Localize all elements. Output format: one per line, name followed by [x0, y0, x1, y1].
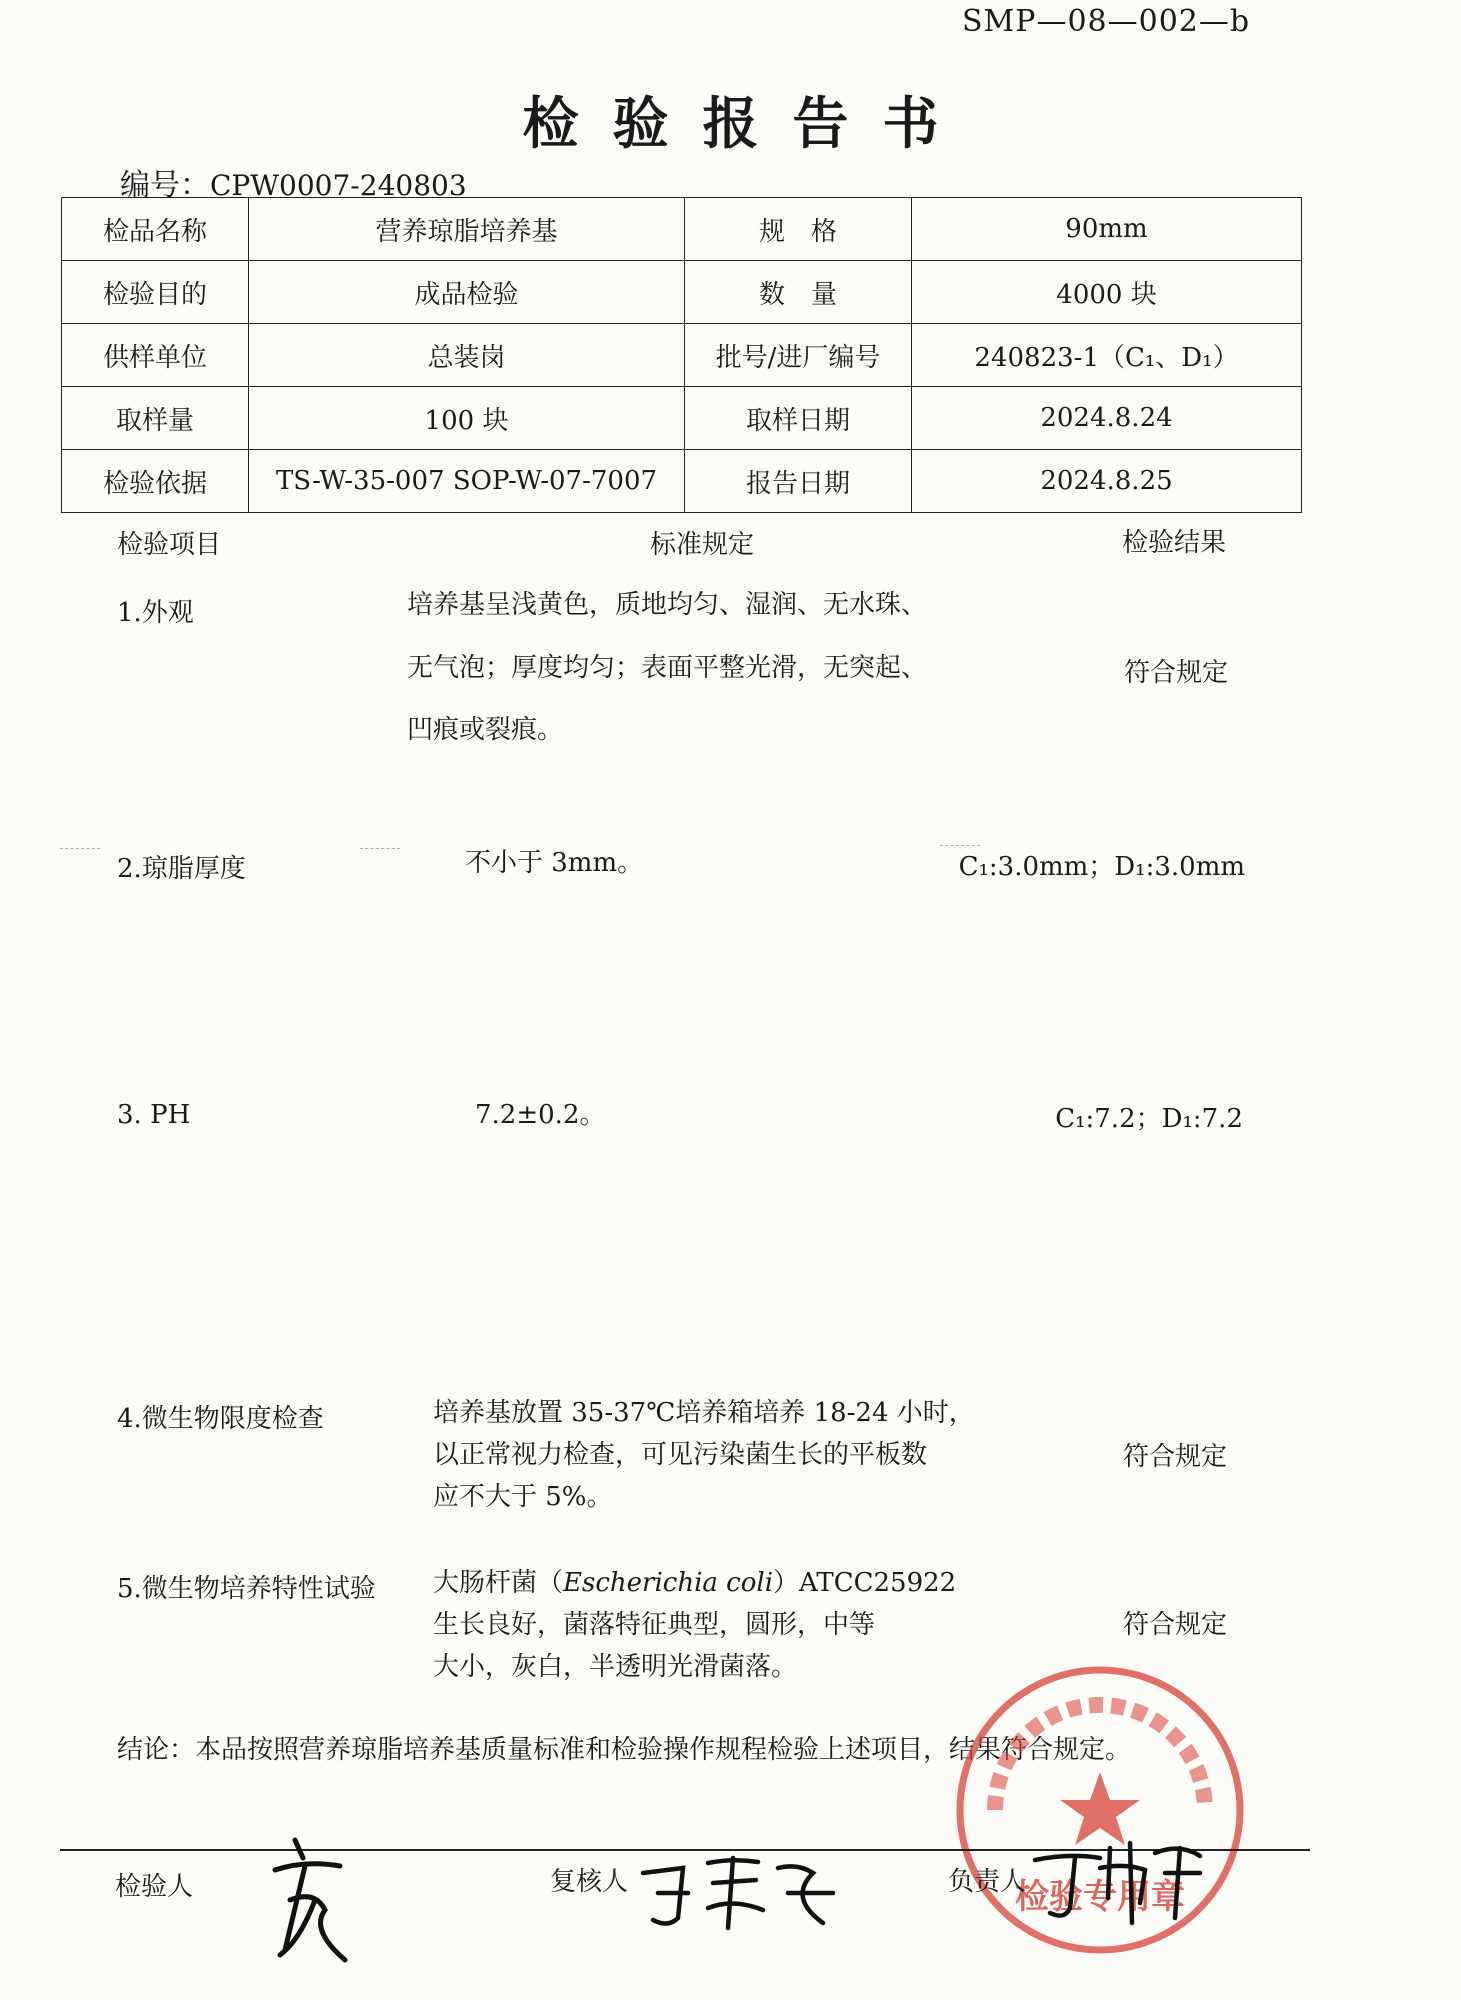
label-cell: 报告日期	[685, 450, 912, 513]
reviewer-label: 复核人	[550, 1867, 629, 1897]
standard-line: 培养基呈浅黄色，质地均匀、湿润、无水珠、	[407, 590, 928, 620]
table-row	[62, 387, 1302, 450]
label-cell: 供样单位	[62, 324, 249, 387]
label-cell: 检验目的	[62, 261, 249, 324]
info-table	[61, 197, 1302, 513]
divider	[60, 848, 100, 849]
value-cell: 2024.8.24	[912, 387, 1302, 450]
value-cell: 营养琼脂培养基	[249, 198, 685, 261]
value-cell: 240823-1（C₁、D₁）	[912, 324, 1302, 387]
item-standard: 7.2±0.2。	[475, 1100, 606, 1130]
organism-prefix: 大肠杆菌（	[433, 1568, 564, 1598]
table-row	[62, 261, 1302, 324]
item-result: 符合规定	[1122, 1442, 1227, 1472]
item-result: 符合规定	[1122, 1610, 1227, 1640]
document-code: SMP—08—002—b	[962, 4, 1251, 39]
responsible-label: 负责人	[948, 1867, 1027, 1897]
label-cell: 检品名称	[62, 198, 249, 261]
responsible-signature	[1030, 1828, 1210, 1928]
standard-line: 凹痕或裂痕。	[407, 715, 564, 746]
item-standard: 不小于 3mm。	[465, 848, 644, 878]
item-name: 1.外观	[117, 598, 194, 628]
standard-line: 无气泡；厚度均匀；表面平整光滑，无突起、	[407, 652, 928, 683]
column-header-result: 检验结果	[1122, 528, 1227, 558]
item-standard	[433, 1392, 975, 1518]
column-header-item: 检验项目	[117, 530, 222, 560]
label-cell: 取样量	[62, 387, 249, 450]
inspector-signature	[255, 1830, 365, 1970]
table-row	[62, 198, 1302, 261]
item-result: 符合规定	[1123, 658, 1228, 688]
standard-line: 应不大于 5%。	[433, 1482, 613, 1512]
table-row	[62, 450, 1302, 513]
standard-line: 培养基放置 35-37℃培养箱培养 18-24 小时，	[433, 1398, 975, 1428]
standard-line: 以正常视力检查，可见污染菌生长的平板数	[433, 1440, 928, 1470]
value-cell: 90mm	[912, 198, 1302, 261]
item-name: 5.微生物培养特性试验	[117, 1574, 376, 1604]
standard-line-organism	[433, 1562, 956, 1604]
table-row	[62, 324, 1302, 387]
page-title: 检验报告书	[522, 91, 973, 157]
organism-latin-name: Escherichia coli	[563, 1568, 774, 1598]
report-number-label: 编号：	[120, 168, 210, 203]
item-standard	[407, 585, 927, 751]
inspector-label: 检验人	[115, 1872, 194, 1902]
item-result: C₁:3.0mm；D₁:3.0mm	[958, 852, 1245, 882]
value-cell: TS-W-35-007 SOP-W-07-7007	[249, 450, 685, 513]
item-name: 4.微生物限度检查	[117, 1404, 324, 1434]
item-standard	[433, 1562, 956, 1688]
label-cell: 检验依据	[62, 450, 249, 513]
value-cell: 总装岗	[249, 324, 685, 387]
item-result: C₁:7.2；D₁:7.2	[1055, 1104, 1243, 1134]
value-cell: 4000 块	[912, 261, 1302, 324]
value-cell: 100 块	[249, 387, 685, 450]
item-name: 2.琼脂厚度	[117, 854, 246, 884]
reviewer-signature	[638, 1848, 838, 1938]
seal-text: 检验专用章	[1015, 1877, 1185, 1917]
standard-line: 生长良好，菌落特征典型，圆形，中等	[433, 1610, 876, 1640]
standard-line: 大小，灰白，半透明光滑菌落。	[433, 1652, 798, 1682]
label-cell: 批号/进厂编号	[685, 324, 912, 387]
organism-suffix: ）ATCC25922	[773, 1568, 957, 1598]
conclusion-text: 结论：本品按照营养琼脂培养基质量标准和检验操作规程检验上述项目，结果符合规定。	[117, 1735, 1132, 1765]
divider	[360, 848, 400, 849]
label-cell: 取样日期	[685, 387, 912, 450]
label-cell: 规 格	[685, 198, 912, 261]
column-header-standard: 标准规定	[650, 530, 755, 560]
item-name: 3. PH	[117, 1100, 191, 1130]
report-number-value: CPW0007-240803	[210, 169, 467, 202]
value-cell: 成品检验	[249, 261, 685, 324]
value-cell: 2024.8.25	[912, 450, 1302, 513]
label-cell: 数 量	[685, 261, 912, 324]
